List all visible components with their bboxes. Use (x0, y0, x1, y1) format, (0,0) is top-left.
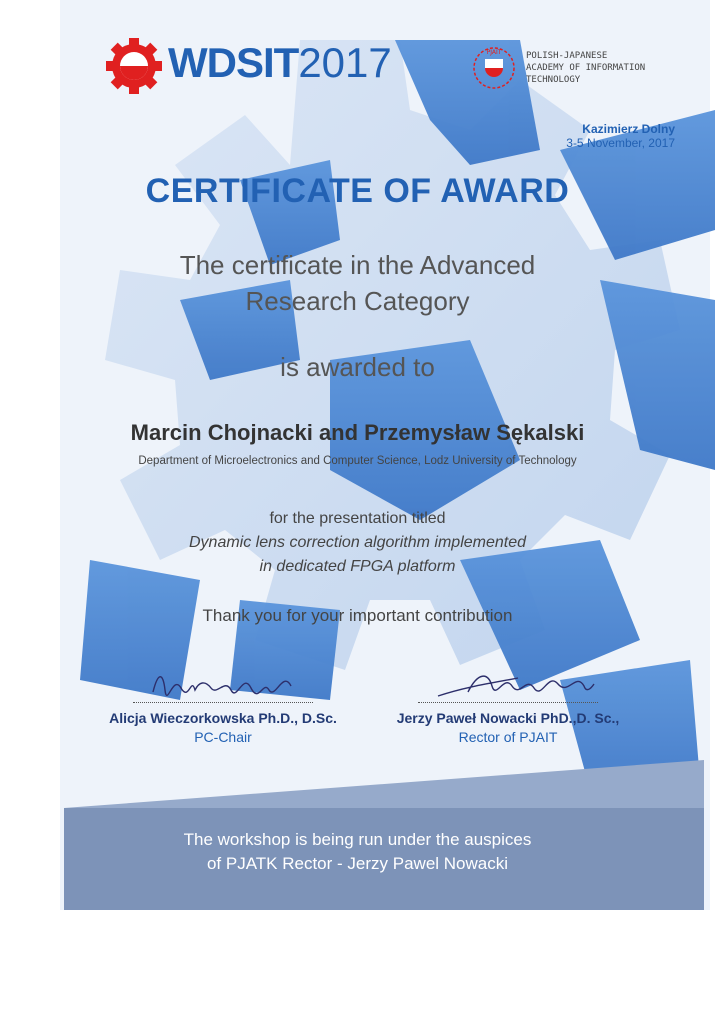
pjait-name (526, 50, 696, 86)
logo-year: 2017 (298, 39, 392, 86)
presentation-title-line-1: Dynamic lens correction algorithm implemented (188, 534, 527, 551)
pjait-seal-text: PJAIT (486, 49, 502, 56)
pjait-seal-icon (470, 44, 518, 92)
certificate-title: CERTIFICATE OF AWARD (145, 172, 570, 210)
signatory-role-rector: Rector of PJAIT (458, 729, 558, 745)
thanks-line: Thank you for your important contribution (202, 606, 513, 625)
signatory-name-rector: Jerzy Paweł Nowacki PhD.,D. Sc., (396, 710, 620, 726)
handwritten-signature-rector (408, 662, 608, 702)
pjait-line-2: ACADEMY OF INFORMATION (526, 63, 646, 73)
event-place-date (566, 122, 675, 150)
signature-block-chair (73, 662, 373, 747)
signature-line-rector (418, 702, 598, 703)
category-line-2: Research Category (245, 286, 470, 316)
presentation-intro: for the presentation titled (269, 510, 446, 527)
recipient-names: Marcin Chojnacki and Przemysław Sękalski (130, 420, 585, 445)
event-city: Kazimierz Dolny (582, 122, 675, 136)
wdsit-logo (104, 38, 424, 94)
signature-line-chair (133, 702, 313, 703)
pjait-logo (470, 44, 700, 92)
category-line-1: The certificate in the Advanced (179, 250, 536, 280)
red-gear-logo-icon (104, 36, 164, 96)
footer-auspices (0, 828, 715, 876)
pjait-line-3: TECHNOLOGY (526, 75, 581, 85)
pjait-line-1: POLISH-JAPANESE (526, 51, 608, 61)
footer-line-2: of PJATK Rector - Jerzy Pawel Nowacki (206, 854, 509, 873)
event-dates: 3-5 November, 2017 (566, 136, 675, 150)
recipient-affiliation: Department of Microelectronics and Computer Science, Lodz University of Technology (138, 455, 577, 467)
signatory-role-chair: PC-Chair (194, 729, 252, 745)
signature-block-rector (358, 662, 658, 747)
logo-text: WDSIT (168, 39, 299, 86)
presentation-title-line-2: in dedicated FPGA platform (259, 558, 456, 575)
handwritten-signature-chair (133, 662, 313, 702)
footer-line-1: The workshop is being run under the auspices (183, 830, 532, 849)
awarded-to: is awarded to (280, 352, 435, 382)
signatory-name-chair: Alicja Wieczorkowska Ph.D., D.Sc. (109, 710, 337, 726)
